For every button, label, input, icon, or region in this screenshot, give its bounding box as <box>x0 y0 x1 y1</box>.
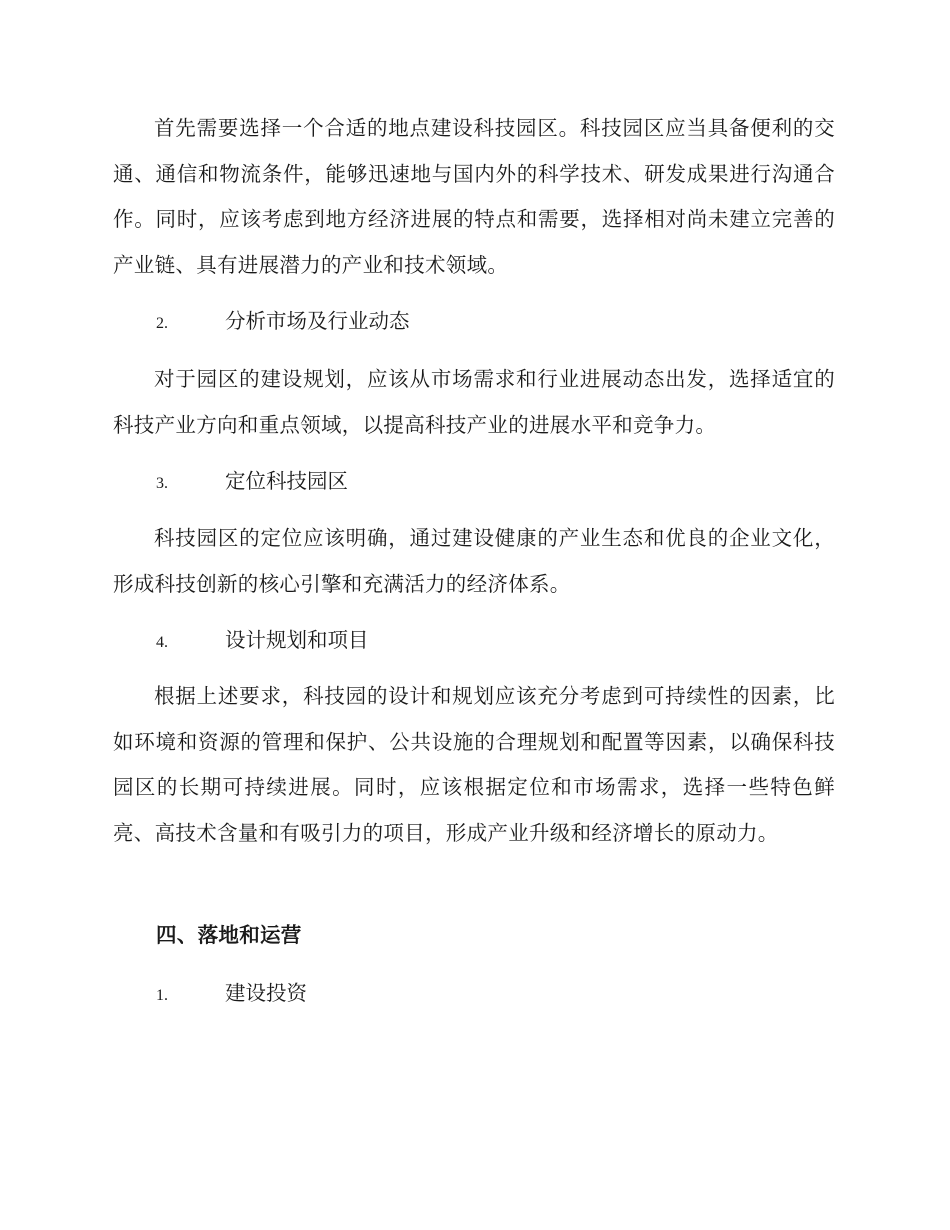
paragraph-market-planning: 对于园区的建设规划，应该从市场需求和行业进展动态出发，选择适宜的科技产业方向和重点领域，以提高科技产业的进展水平和竞争力。 <box>113 367 835 437</box>
list-item-label: 设计规划和项目 <box>225 628 369 652</box>
list-item-label: 定位科技园区 <box>225 469 348 493</box>
list-item-label: 建设投资 <box>225 981 307 1005</box>
list-number: 2. <box>156 315 168 332</box>
list-item-label: 分析市场及行业动态 <box>225 309 410 333</box>
list-item-market-analysis <box>156 307 410 338</box>
list-number: 1. <box>156 987 168 1004</box>
list-number: 4. <box>156 634 168 651</box>
paragraph-positioning: 科技园区的定位应该明确，通过建设健康的产业生态和优良的企业文化，形成科技创新的核心引擎和充满活力的经济体系。 <box>113 526 835 596</box>
list-item-investment <box>156 979 307 1010</box>
list-item-design-planning <box>156 626 369 657</box>
paragraph-design-planning: 根据上述要求，科技园的设计和规划应该充分考虑到可持续性的因素，比如环境和资源的管理和保护、公共设施的合理规划和配置等因素，以确保科技园区的长期可持续进展。同时，应该根据定位和市场需求，选择一些特色鲜亮、高技术含量和有吸引力的项目，形成产业升级和经济增长的原动力。 <box>113 684 835 845</box>
section-heading: 四、落地和运营 <box>156 923 302 947</box>
list-number: 3. <box>156 475 168 492</box>
list-item-positioning <box>156 467 348 498</box>
paragraph-site-selection: 首先需要选择一个合适的地点建设科技园区。科技园区应当具备便利的交通、通信和物流条件，能够迅速地与国内外的科学技术、研发成果进行沟通合作。同时，应该考虑到地方经济进展的特点和需要，选择相对尚未建立完善的产业链、具有进展潜力的产业和技术领域。 <box>113 116 835 277</box>
